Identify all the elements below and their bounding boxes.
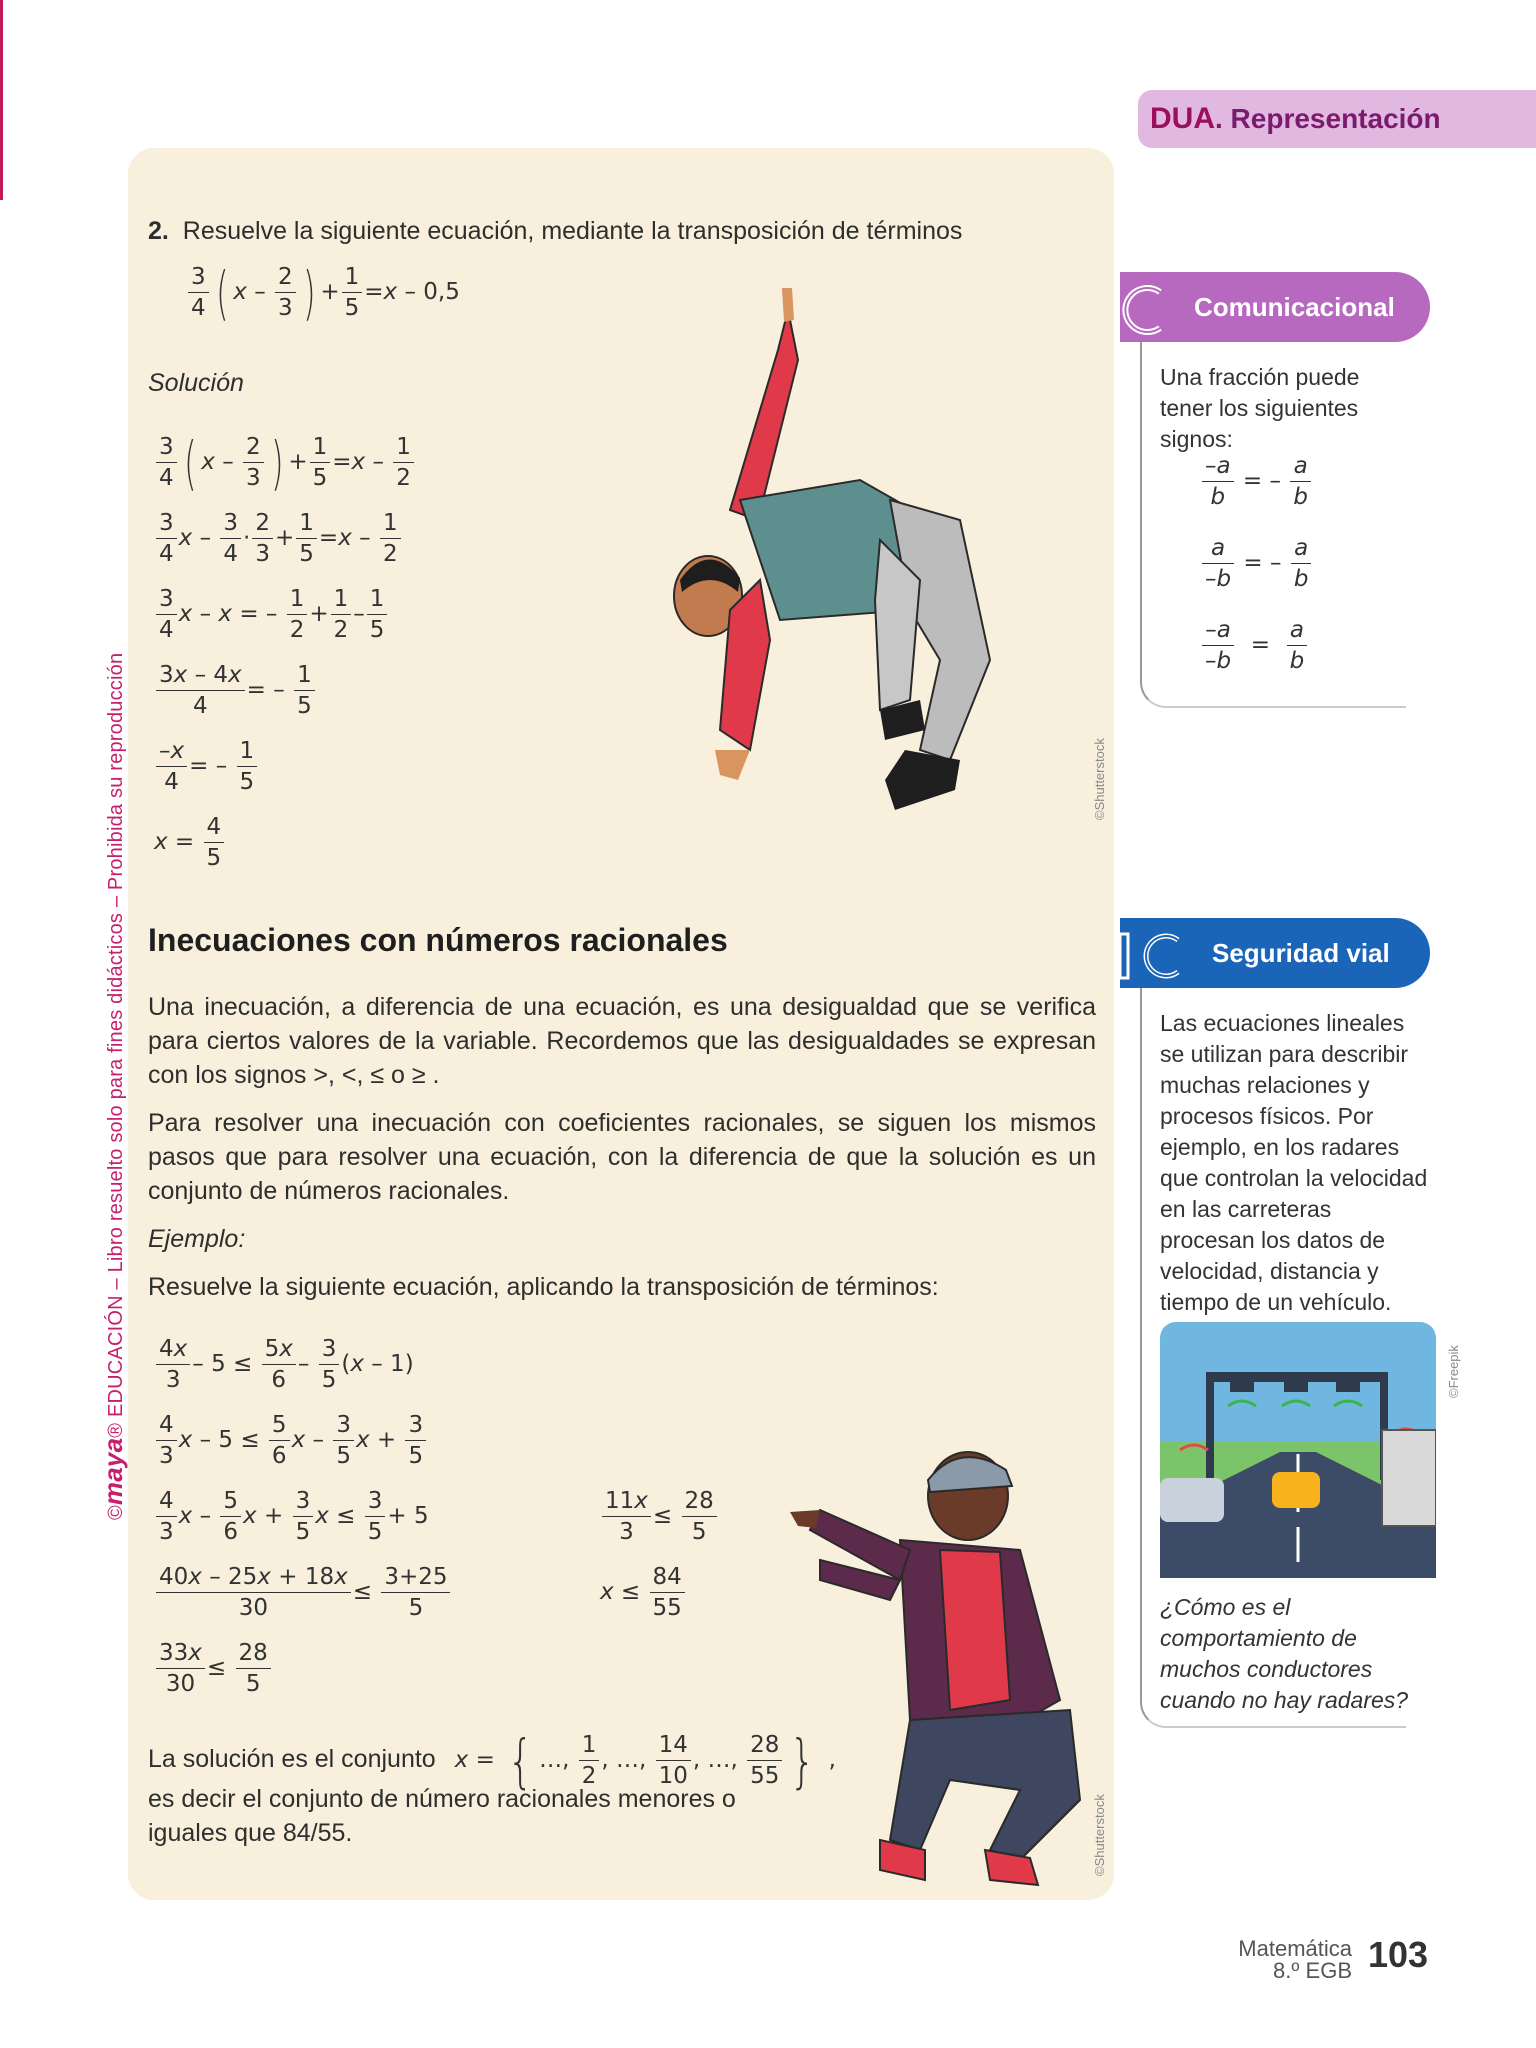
fraction-sign-rules: $\frac{-a}{b}$ = – $\frac{a}{b}$ $\frac{a}{-b}$ = – $\frac{a}{b}$ $\frac{-a}{-b}$ = $\frac{a}{b}$ — [1200, 440, 1313, 686]
comunicacional-text: Una fracción puede tener los siguientes signos: — [1160, 364, 1360, 452]
margin-line — [0, 0, 3, 200]
freepik-credit: ©Freepik — [1446, 1345, 1461, 1398]
example-statement: Resuelve la siguiente ecuación, aplicando la transposición de términos: — [148, 1273, 939, 1301]
side-copyright: ©maya® EDUCACIÓN – Libro resuelto solo para fines didácticos – Prohibida su reproducción — [98, 652, 128, 1520]
solution-label: Solución — [148, 369, 244, 397]
dua-tab: DUA. Representación — [1138, 90, 1536, 148]
section-paragraph-2: Para resolver una inecuación con coeficientes racionales, se siguen los mismos pasos que para resolver una ecuación, con la diferencia de que la solución es un conjunto de números racionales. — [148, 1109, 1096, 1205]
footer-subject: Matemática 8.º EGB — [1238, 1936, 1352, 1983]
shutterstock-credit-1: ©Shutterstock — [1092, 738, 1107, 820]
breakdancer-illustration — [660, 280, 1000, 840]
conclusion-line-1: La solución es el conjunto x = { …, $\frac{1}{2}$ , …, $\frac{14}{10}$ , …, $\frac{28}{55}$ } , — [148, 1726, 836, 1795]
example-steps-right: $\frac{11x}{3}$ ≤ $\frac{28}{5}$ x ≤ $\frac{84}{55}$ — [600, 1478, 719, 1630]
conclusion-line-2: es decir el conjunto de número racionales menores o iguales que 84/55. — [148, 1785, 736, 1847]
section-paragraph-1: Una inecuación, a diferencia de una ecuación, es una desigualdad que se verifica para ciertos valores de la variable. Recordemos que las desigualdades se expresan con los signos >, <, ≤ o ≥ . — [148, 993, 1096, 1089]
exercise-equation: $\frac{3}{4}$ ( x – $\frac{2}{3}$ ) + $\frac{1}{5}$ =x – 0,5 — [186, 262, 460, 323]
seguridad-vial-text: Las ecuaciones lineales se utilizan para describir muchas relaciones y procesos físicos. Por ejemplo, en los radares que controlan la velocidad en las carreteras procesan los datos de velocidad, distancia y tiempo de un vehículo. — [1160, 1010, 1428, 1315]
seguridad-vial-question: ¿Cómo es el comportamiento de muchos conductores cuando no hay radares? — [1160, 1594, 1409, 1713]
example-label: Ejemplo: — [148, 1225, 246, 1253]
ic-icon — [1116, 926, 1188, 986]
seguridad-vial-title: Seguridad vial — [1212, 938, 1390, 968]
section-title: Inecuaciones con números racionales — [148, 922, 728, 958]
radar-highway-illustration — [1160, 1322, 1436, 1578]
shutterstock-credit-2: ©Shutterstock — [1092, 1794, 1107, 1876]
comunicacional-icon — [1114, 280, 1170, 340]
exercise-statement: 2. Resuelve la siguiente ecuación, mediante la transposición de términos — [148, 217, 963, 245]
example-steps: $\frac{4x}{3}$ – 5 ≤ $\frac{5x}{6}$ – $\frac{3}{5}$ (x – 1) $\frac{4}{3}$ x – 5 ≤ $\frac{5}{6}$ x – $\frac{3}{5}$ x + $\frac{3}{5}$ $\frac{4}{3}$ x – $\frac{5}{6}$ x + $\frac{3}{5}$ x ≤ $\frac{3}{5}$ + 5 $\frac{40x - 25x + 18x}{30}$ ≤ $\frac{3+25}{5}$ $\frac{33x}{30}$ ≤ $\frac{28}{5}$ — [154, 1326, 452, 1706]
hiphop-dancer-illustration — [780, 1440, 1100, 1900]
solution-steps: $\frac{3}{4}$ ( x – $\frac{2}{3}$ ) + $\frac{1}{5}$ =x – $\frac{1}{2}$ $\frac{3}{4}$ x – $\frac{3}{4}$ · $\frac{2}{3}$ + $\frac{1}{5}$ =x – $\frac{1}{2}$ $\frac{3}{4}$ x – x = – $\frac{1}{2}$ + $\frac{1}{2}$ – $\frac{1}{5}$ $\frac{3x - 4x}{4}$ = – $\frac{1}{5}$ $\frac{-x}{4}$ = – $\frac{1}{5}$ x = $\frac{4}{5}$ — [154, 424, 416, 880]
page-number: 103 — [1368, 1934, 1429, 1975]
comunicacional-title: Comunicacional — [1194, 292, 1395, 322]
